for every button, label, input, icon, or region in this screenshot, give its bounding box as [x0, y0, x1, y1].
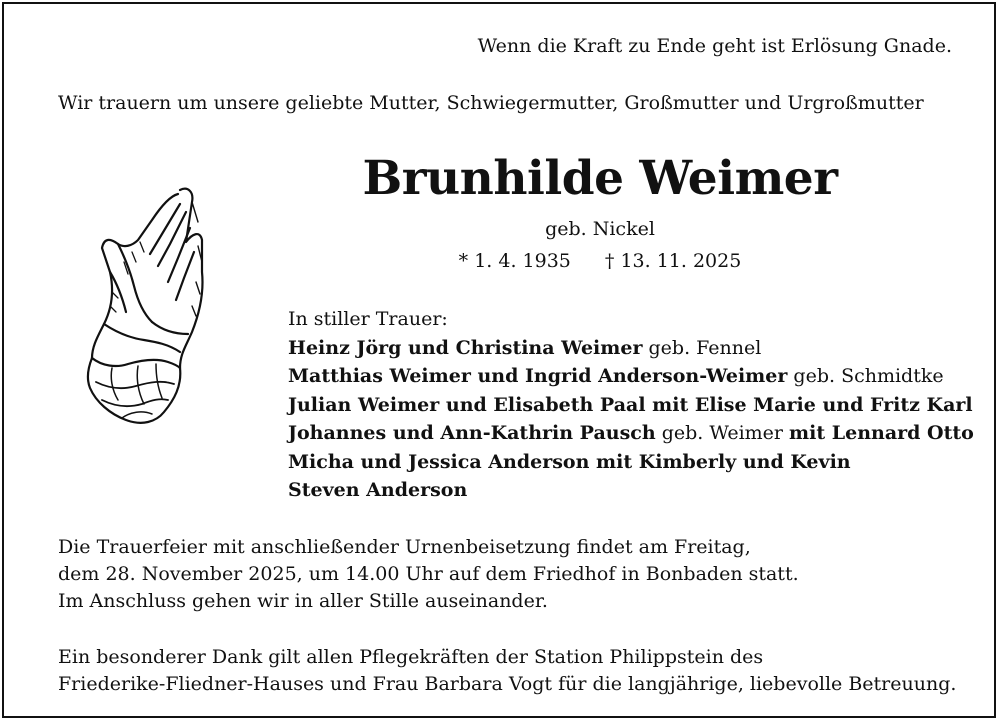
mourner-line: Steven Anderson	[288, 479, 468, 501]
intro-text: Wir trauern um unsere geliebte Mutter, Schwiegermutter, Großmutter und Urgroßmutter	[58, 92, 924, 114]
funeral-info	[58, 534, 799, 615]
funeral-line: Die Trauerfeier mit anschließender Urnenbeisetzung findet am Freitag,	[58, 536, 751, 558]
mourner-line: Heinz Jörg und Christina Weimer geb. Fennel	[288, 336, 762, 359]
life-dates	[290, 248, 910, 274]
mourner-line: Julian Weimer und Elisabeth Paal mit Elise Marie und Fritz Karl	[288, 393, 973, 416]
mourner-line: Matthias Weimer und Ingrid Anderson-Weimer geb. Schmidtke	[288, 365, 944, 387]
thanks-line: Ein besonderer Dank gilt allen Pflegekräften der Station Philippstein des	[58, 646, 764, 668]
mourner-line: Micha und Jessica Anderson mit Kimberly und Kevin	[288, 450, 851, 473]
motto: Wenn die Kraft zu Ende geht ist Erlösung Gnade.	[477, 35, 952, 57]
mourners-block	[288, 305, 974, 505]
thanks-note	[58, 644, 956, 698]
deceased-name: Brunhilde Weimer	[362, 151, 838, 206]
thanks-line: Friederike-Fliedner-Hauses und Frau Barbara Vogt für die langjährige, liebevolle Betreuung.	[58, 673, 957, 695]
funeral-line: Im Anschluss gehen wir in aller Stille auseinander.	[58, 590, 548, 612]
mourners-heading: In stiller Trauer:	[288, 308, 448, 330]
death-date: † 13. 11. 2025	[604, 250, 742, 272]
praying-hands-icon	[52, 182, 212, 432]
mourner-line: Johannes und Ann-Kathrin Pausch geb. Weimer mit Lennard Otto	[288, 422, 974, 444]
maiden-name: geb. Nickel	[545, 218, 655, 240]
birth-date: * 1. 4. 1935	[458, 250, 571, 272]
funeral-line: dem 28. November 2025, um 14.00 Uhr auf dem Friedhof in Bonbaden statt.	[58, 563, 799, 585]
